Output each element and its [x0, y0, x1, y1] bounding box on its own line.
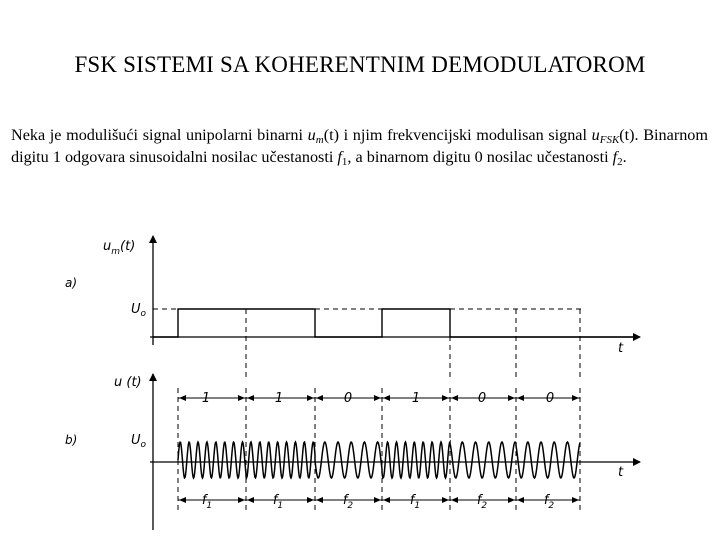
page-title: FSK SISTEMI SA KOHERENTNIM DEMODULATOROM [74, 52, 646, 77]
um-symbol: u [307, 126, 316, 144]
f2-subscript: 2 [617, 156, 623, 168]
freq-label [202, 493, 212, 511]
freq-label-sub: 2 [548, 501, 555, 511]
square-wave [153, 309, 635, 337]
fsk-wave [178, 442, 580, 478]
bit-label: 0 [343, 391, 353, 406]
f1-subscript: 1 [341, 156, 348, 168]
freq-label-sub: 2 [481, 501, 488, 511]
freq-label [410, 493, 420, 511]
paragraph-text-1: Neka je modulišući signal unipolarni binarni [11, 126, 308, 144]
paragraph-text-5: . [622, 148, 627, 166]
paragraph-text-3: (t). Binarnom digitu 1 odgovara sinusoidalni nosilac učestanosti [11, 126, 708, 166]
panel-b-level-label [131, 433, 147, 450]
panel-b-x-axis-label: t [618, 465, 624, 480]
freq-label-sub: 1 [414, 501, 421, 511]
bit-label: 0 [477, 391, 487, 406]
paragraph-text-4: , a binarnom digitu 0 nosilac učestanosti [347, 148, 613, 166]
panel-b-label: b) [65, 433, 78, 447]
panel-b-level-u: U [131, 433, 141, 448]
panel-a-level-label [131, 302, 147, 319]
freq-label-f: f [543, 493, 549, 508]
f2-symbol: f [612, 148, 618, 166]
panel-a-y-axis-label [103, 239, 135, 257]
freq-label [544, 493, 555, 511]
paragraph-text-2: (t) i njim frekvencijski modulisan signal [323, 126, 592, 144]
panel-a-y-axis-arg: (t) [120, 239, 136, 254]
freq-label-f: f [201, 493, 207, 508]
freq-label-f: f [476, 493, 482, 508]
freq-label-sub: 2 [347, 501, 354, 511]
panel-b-y-axis-label: u (t) [114, 375, 142, 390]
freq-label [273, 493, 283, 511]
panel-a-label: a) [65, 276, 78, 290]
bit-label: 1 [411, 391, 421, 406]
freq-label-sub: 1 [277, 501, 284, 511]
freq-label-f: f [272, 493, 278, 508]
freq-label [477, 493, 488, 511]
um-subscript: m [315, 134, 324, 146]
freq-label-f: f [409, 493, 415, 508]
panel-a-level-u: U [131, 302, 141, 317]
ufsk-subscript: FSK [599, 134, 620, 146]
freq-label [343, 493, 354, 511]
freq-label-f: f [342, 493, 348, 508]
bit-label: 1 [201, 391, 211, 406]
panel-a-y-axis-u: u [103, 239, 112, 254]
f1-symbol: f [337, 148, 342, 166]
bit-label: 1 [274, 391, 284, 406]
panel-b-level-sub: o [140, 440, 147, 450]
panel-a-x-axis-label: t [618, 341, 624, 356]
bit-label: 0 [545, 391, 555, 406]
ufsk-symbol: u [591, 126, 600, 144]
freq-label-sub: 1 [206, 501, 213, 511]
panel-a-y-axis-sub: m [111, 247, 121, 257]
panel-a-level-sub: o [140, 309, 147, 319]
